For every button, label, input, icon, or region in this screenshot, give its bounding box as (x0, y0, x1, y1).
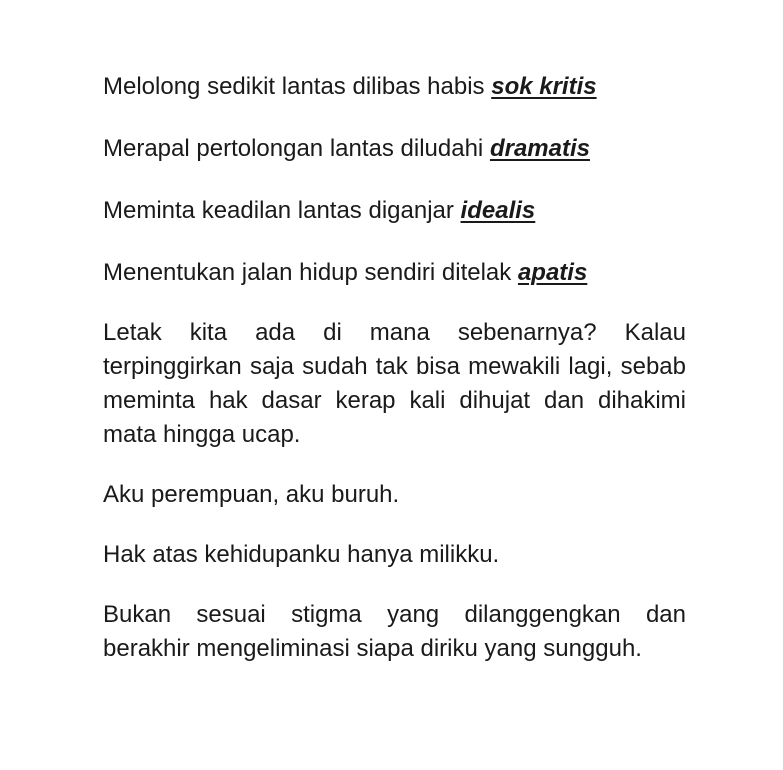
verse-emphasis: idealis (460, 197, 536, 224)
verse-line-1 (103, 70, 686, 104)
verse-text: Meminta keadilan lantas diganjar (103, 197, 461, 224)
paragraph-hak: Hak atas kehidupanku hanya milikku. (103, 541, 500, 568)
paragraph-bukan: Bukan sesuai stigma yang dilanggengkan dan berakhir mengeliminasi siapa diriku yang sungguh. (103, 601, 686, 662)
verse-emphasis: apatis (517, 259, 588, 286)
verse-text: Menentukan jalan hidup sendiri ditelak (103, 259, 518, 286)
verse-line-3 (103, 194, 686, 228)
verse-emphasis: dramatis (489, 135, 590, 162)
paragraph-letak: Letak kita ada di mana sebenarnya? Kalau terpinggirkan saja sudah tak bisa mewakili lagi, sebab meminta hak dasar kerap kali dihujat dan dihakimi mata hingga ucap. (103, 319, 686, 448)
paragraph-aku: Aku perempuan, aku buruh. (103, 481, 400, 508)
poem-document (103, 70, 686, 666)
verse-text: Melolong sedikit lantas dilibas habis (103, 73, 492, 100)
verse-emphasis: sok kritis (491, 73, 597, 100)
verse-line-2 (103, 132, 686, 166)
verse-line-4 (103, 256, 686, 290)
verse-text: Merapal pertolongan lantas diludahi (103, 135, 490, 162)
